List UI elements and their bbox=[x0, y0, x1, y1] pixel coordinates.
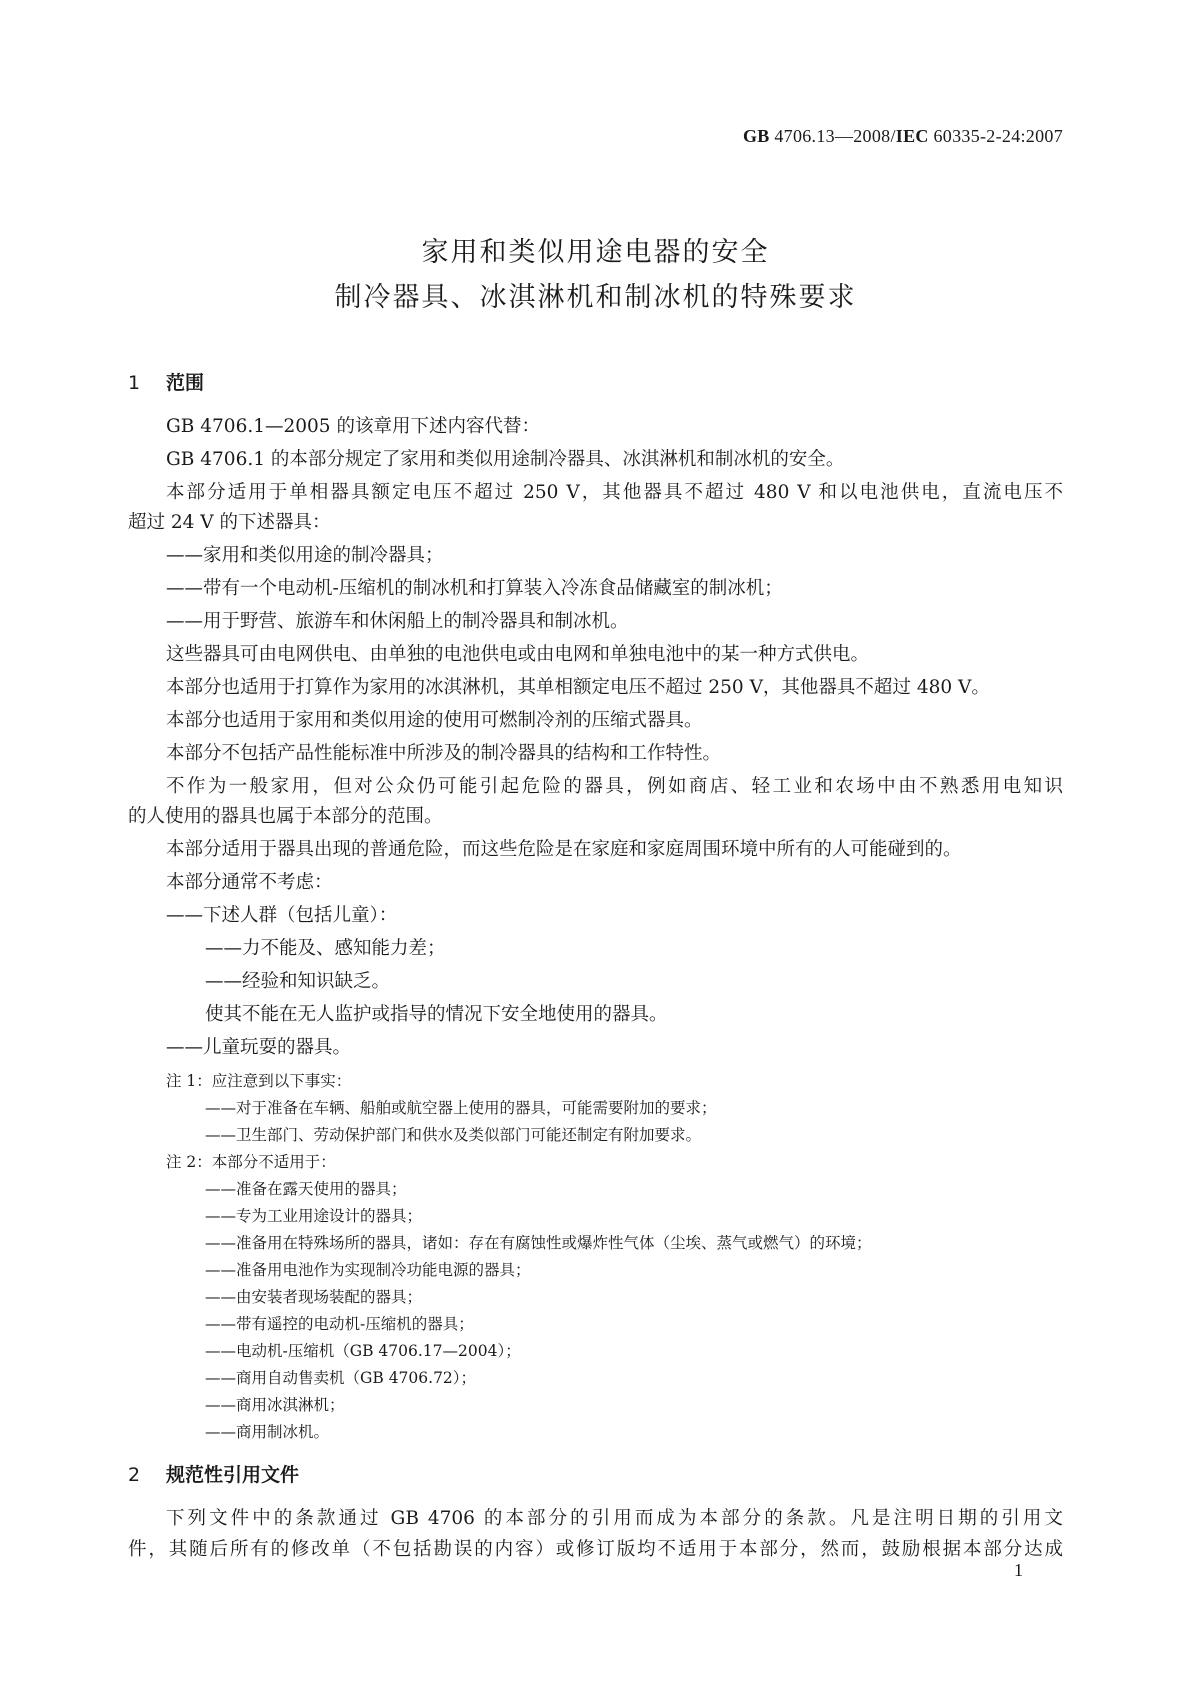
list-item: ——用于野营、旅游车和休闲船上的制冷器具和制冰机。 bbox=[166, 611, 629, 632]
paragraph-continuation: 件，其随后所有的修改单（不包括勘误的内容）或修订版均不适用于本部分，然而，鼓励根据本部分达成 bbox=[128, 1539, 1063, 1560]
document-title-line2: 制冷器具、冰淇淋机和制冰机的特殊要求 bbox=[334, 282, 857, 313]
list-item: ——家用和类似用途的制冷器具； bbox=[166, 545, 444, 566]
iec-prefix: IEC bbox=[895, 126, 929, 146]
paragraph: GB 4706.1 的本部分规定了家用和类似用途制冷器具、冰淇淋机和制冰机的安全。 bbox=[166, 449, 845, 470]
section-number: 2 bbox=[128, 1464, 141, 1486]
note-item: ——准备用电池作为实现制冷功能电源的器具； bbox=[205, 1261, 531, 1279]
note-item: ——卫生部门、劳动保护部门和供水及类似部门可能还制定有附加要求。 bbox=[205, 1126, 702, 1144]
paragraph: 这些器具可由电网供电、由单独的电池供电或由电网和单独电池中的某一种方式供电。 bbox=[166, 644, 870, 665]
paragraph-continuation: 超过 24 V 的下述器具： bbox=[128, 512, 331, 533]
sub-list-item: ——力不能及、感知能力差； bbox=[205, 938, 446, 959]
standard-number bbox=[743, 126, 1063, 147]
note-2-label: 注 2：本部分不适用于： bbox=[166, 1153, 336, 1171]
section-title: 范围 bbox=[166, 372, 205, 394]
note-item: ——商用自动售卖机（GB 4706.72）； bbox=[205, 1369, 477, 1387]
std-code: 4706.13—2008/ bbox=[774, 126, 896, 146]
iec-code: 60335-2-24:2007 bbox=[933, 126, 1063, 146]
list-item: ——下述人群（包括儿童）： bbox=[166, 905, 398, 926]
paragraph: GB 4706.1—2005 的该章用下述内容代替： bbox=[166, 416, 540, 437]
paragraph: 本部分适用于器具出现的普通危险，而这些危险是在家庭和家庭周围环境中所有的人可能碰到的。 bbox=[166, 839, 962, 860]
paragraph: 本部分也适用于家用和类似用途的使用可燃制冷剂的压缩式器具。 bbox=[166, 710, 703, 731]
paragraph: 本部分适用于单相器具额定电压不超过 250 V，其他器具不超过 480 V 和以电池供电，直流电压不 bbox=[166, 482, 1063, 503]
paragraph: 下列文件中的条款通过 GB 4706 的本部分的引用而成为本部分的条款。凡是注明日期的引用文 bbox=[166, 1508, 1063, 1529]
section-1-heading bbox=[128, 368, 204, 395]
note-item: ——准备在露天使用的器具； bbox=[205, 1180, 407, 1198]
note-item: ——电动机-压缩机（GB 4706.17—2004）； bbox=[205, 1342, 521, 1360]
note-item: ——专为工业用途设计的器具； bbox=[205, 1207, 423, 1225]
paragraph-continuation: 的人使用的器具也属于本部分的范围。 bbox=[128, 806, 443, 827]
paragraph: 本部分也适用于打算作为家用的冰淇淋机，其单相额定电压不超过 250 V，其他器具不超过 480 V。 bbox=[166, 677, 990, 698]
note-item: ——对于准备在车辆、船舶或航空器上使用的器具，可能需要附加的要求； bbox=[205, 1099, 717, 1117]
list-item: ——带有一个电动机-压缩机的制冰机和打算装入冷冻食品储藏室的制冰机； bbox=[166, 578, 783, 599]
std-prefix: GB bbox=[742, 126, 770, 146]
document-title-line1: 家用和类似用途电器的安全 bbox=[421, 237, 770, 268]
paragraph: 本部分不包括产品性能标准中所涉及的制冷器具的结构和工作特性。 bbox=[166, 743, 722, 764]
note-item: ——商用制冰机。 bbox=[205, 1423, 330, 1441]
page-number: 1 bbox=[1014, 1560, 1023, 1580]
section-title: 规范性引用文件 bbox=[166, 1464, 300, 1486]
note-item: ——由安装者现场装配的器具； bbox=[205, 1288, 423, 1306]
sub-list-item: ——经验和知识缺乏。 bbox=[205, 971, 391, 992]
section-2-heading bbox=[128, 1460, 299, 1487]
note-1-label: 注 1：应注意到以下事实： bbox=[166, 1072, 352, 1090]
note-item: ——带有遥控的电动机-压缩机的器具； bbox=[205, 1315, 474, 1333]
paragraph: 使其不能在无人监护或指导的情况下安全地使用的器具。 bbox=[205, 1004, 668, 1025]
note-item: ——商用冰淇淋机； bbox=[205, 1396, 345, 1414]
section-number: 1 bbox=[128, 372, 141, 394]
paragraph: 不作为一般家用，但对公众仍可能引起危险的器具，例如商店、轻工业和农场中由不熟悉用电知识 bbox=[166, 776, 1063, 797]
note-item: ——准备用在特殊场所的器具，诸如：存在有腐蚀性或爆炸性气体（尘埃、蒸气或燃气）的环境； bbox=[205, 1234, 872, 1252]
paragraph: 本部分通常不考虑： bbox=[166, 872, 333, 893]
list-item: ——儿童玩耍的器具。 bbox=[166, 1037, 352, 1058]
